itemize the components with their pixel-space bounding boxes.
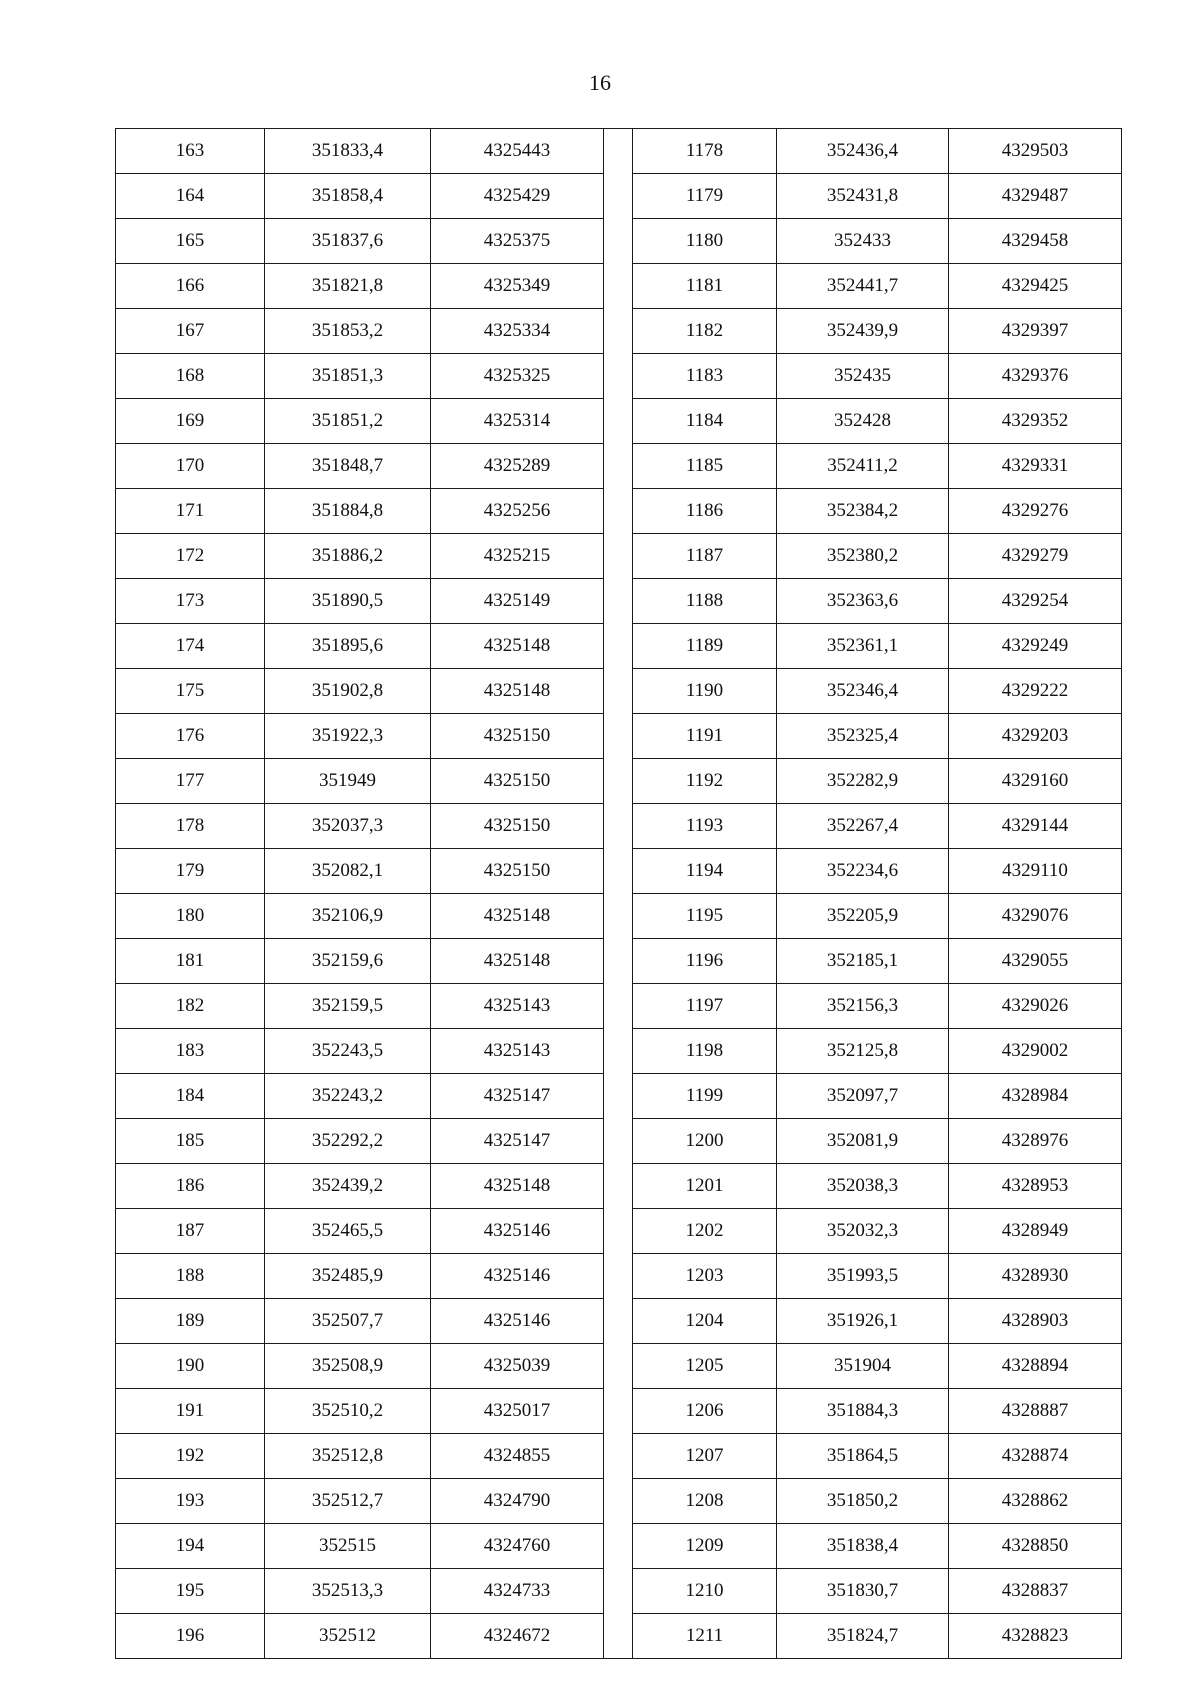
right-x-coordinate-cell: 351904 (777, 1344, 949, 1389)
left-y-coordinate-cell: 4325146 (431, 1299, 604, 1344)
left-y-coordinate-cell: 4325256 (431, 489, 604, 534)
left-x-coordinate-cell: 352507,7 (265, 1299, 431, 1344)
right-point-number-cell: 1196 (633, 939, 777, 984)
left-y-coordinate-cell: 4325150 (431, 714, 604, 759)
left-point-number-cell: 169 (116, 399, 265, 444)
right-x-coordinate-cell: 351838,4 (777, 1524, 949, 1569)
right-point-number-cell: 1199 (633, 1074, 777, 1119)
right-x-coordinate-cell: 352185,1 (777, 939, 949, 984)
coordinates-table (115, 128, 1122, 1659)
column-gap (604, 1254, 633, 1299)
column-gap (604, 1479, 633, 1524)
left-point-number-cell: 179 (116, 849, 265, 894)
left-x-coordinate-cell: 351851,2 (265, 399, 431, 444)
right-x-coordinate-cell: 352428 (777, 399, 949, 444)
left-x-coordinate-cell: 351949 (265, 759, 431, 804)
left-y-coordinate-cell: 4324672 (431, 1614, 604, 1659)
left-point-number-cell: 181 (116, 939, 265, 984)
right-point-number-cell: 1195 (633, 894, 777, 939)
right-x-coordinate-cell: 352433 (777, 219, 949, 264)
table-row (116, 804, 1122, 849)
column-gap (604, 804, 633, 849)
right-y-coordinate-cell: 4329397 (949, 309, 1122, 354)
column-gap (604, 399, 633, 444)
left-y-coordinate-cell: 4325349 (431, 264, 604, 309)
right-point-number-cell: 1210 (633, 1569, 777, 1614)
table-row (116, 1614, 1122, 1659)
right-x-coordinate-cell: 352156,3 (777, 984, 949, 1029)
left-x-coordinate-cell: 352159,5 (265, 984, 431, 1029)
column-gap (604, 1389, 633, 1434)
table-row (116, 1434, 1122, 1479)
left-x-coordinate-cell: 351833,4 (265, 129, 431, 174)
right-point-number-cell: 1197 (633, 984, 777, 1029)
right-y-coordinate-cell: 4329276 (949, 489, 1122, 534)
left-point-number-cell: 165 (116, 219, 265, 264)
right-x-coordinate-cell: 352380,2 (777, 534, 949, 579)
left-y-coordinate-cell: 4325325 (431, 354, 604, 399)
right-y-coordinate-cell: 4328894 (949, 1344, 1122, 1389)
right-x-coordinate-cell: 352431,8 (777, 174, 949, 219)
column-gap (604, 264, 633, 309)
right-point-number-cell: 1200 (633, 1119, 777, 1164)
left-y-coordinate-cell: 4324733 (431, 1569, 604, 1614)
table-row (116, 669, 1122, 714)
column-gap (604, 1299, 633, 1344)
right-x-coordinate-cell: 352346,4 (777, 669, 949, 714)
left-y-coordinate-cell: 4325150 (431, 804, 604, 849)
left-x-coordinate-cell: 352292,2 (265, 1119, 431, 1164)
table-row (116, 264, 1122, 309)
right-x-coordinate-cell: 351926,1 (777, 1299, 949, 1344)
left-y-coordinate-cell: 4325149 (431, 579, 604, 624)
right-y-coordinate-cell: 4328949 (949, 1209, 1122, 1254)
column-gap (604, 354, 633, 399)
left-point-number-cell: 170 (116, 444, 265, 489)
right-y-coordinate-cell: 4329503 (949, 129, 1122, 174)
left-x-coordinate-cell: 352510,2 (265, 1389, 431, 1434)
table-row (116, 1299, 1122, 1344)
right-x-coordinate-cell: 352439,9 (777, 309, 949, 354)
right-y-coordinate-cell: 4328850 (949, 1524, 1122, 1569)
right-y-coordinate-cell: 4328837 (949, 1569, 1122, 1614)
left-x-coordinate-cell: 351922,3 (265, 714, 431, 759)
left-point-number-cell: 194 (116, 1524, 265, 1569)
left-point-number-cell: 178 (116, 804, 265, 849)
left-point-number-cell: 185 (116, 1119, 265, 1164)
column-gap (604, 1029, 633, 1074)
right-point-number-cell: 1189 (633, 624, 777, 669)
right-y-coordinate-cell: 4329331 (949, 444, 1122, 489)
left-point-number-cell: 193 (116, 1479, 265, 1524)
left-x-coordinate-cell: 352512,8 (265, 1434, 431, 1479)
right-y-coordinate-cell: 4329458 (949, 219, 1122, 264)
right-point-number-cell: 1184 (633, 399, 777, 444)
right-point-number-cell: 1190 (633, 669, 777, 714)
left-x-coordinate-cell: 351848,7 (265, 444, 431, 489)
table-row (116, 354, 1122, 399)
left-x-coordinate-cell: 351858,4 (265, 174, 431, 219)
left-point-number-cell: 175 (116, 669, 265, 714)
right-y-coordinate-cell: 4329055 (949, 939, 1122, 984)
right-y-coordinate-cell: 4328976 (949, 1119, 1122, 1164)
right-point-number-cell: 1205 (633, 1344, 777, 1389)
left-y-coordinate-cell: 4325443 (431, 129, 604, 174)
column-gap (604, 939, 633, 984)
left-y-coordinate-cell: 4325429 (431, 174, 604, 219)
right-point-number-cell: 1183 (633, 354, 777, 399)
right-x-coordinate-cell: 352081,9 (777, 1119, 949, 1164)
left-y-coordinate-cell: 4325146 (431, 1254, 604, 1299)
right-point-number-cell: 1178 (633, 129, 777, 174)
left-x-coordinate-cell: 351886,2 (265, 534, 431, 579)
column-gap (604, 174, 633, 219)
right-y-coordinate-cell: 4329203 (949, 714, 1122, 759)
right-y-coordinate-cell: 4328903 (949, 1299, 1122, 1344)
left-y-coordinate-cell: 4325150 (431, 849, 604, 894)
table-row (116, 1524, 1122, 1569)
left-point-number-cell: 190 (116, 1344, 265, 1389)
right-y-coordinate-cell: 4328953 (949, 1164, 1122, 1209)
right-x-coordinate-cell: 352038,3 (777, 1164, 949, 1209)
left-x-coordinate-cell: 352513,3 (265, 1569, 431, 1614)
column-gap (604, 309, 633, 354)
left-point-number-cell: 184 (116, 1074, 265, 1119)
table-row (116, 1209, 1122, 1254)
right-point-number-cell: 1179 (633, 174, 777, 219)
column-gap (604, 1074, 633, 1119)
right-x-coordinate-cell: 352361,1 (777, 624, 949, 669)
right-x-coordinate-cell: 352097,7 (777, 1074, 949, 1119)
right-y-coordinate-cell: 4328823 (949, 1614, 1122, 1659)
right-y-coordinate-cell: 4328887 (949, 1389, 1122, 1434)
right-y-coordinate-cell: 4329110 (949, 849, 1122, 894)
column-gap (604, 984, 633, 1029)
left-point-number-cell: 195 (116, 1569, 265, 1614)
table-row (116, 984, 1122, 1029)
right-x-coordinate-cell: 352325,4 (777, 714, 949, 759)
left-y-coordinate-cell: 4324790 (431, 1479, 604, 1524)
right-y-coordinate-cell: 4329002 (949, 1029, 1122, 1074)
left-point-number-cell: 192 (116, 1434, 265, 1479)
right-x-coordinate-cell: 352282,9 (777, 759, 949, 804)
left-y-coordinate-cell: 4325334 (431, 309, 604, 354)
left-x-coordinate-cell: 351837,6 (265, 219, 431, 264)
left-point-number-cell: 191 (116, 1389, 265, 1434)
column-gap (604, 444, 633, 489)
left-x-coordinate-cell: 352512 (265, 1614, 431, 1659)
left-x-coordinate-cell: 352512,7 (265, 1479, 431, 1524)
left-y-coordinate-cell: 4325147 (431, 1119, 604, 1164)
column-gap (604, 579, 633, 624)
left-point-number-cell: 177 (116, 759, 265, 804)
left-point-number-cell: 187 (116, 1209, 265, 1254)
right-x-coordinate-cell: 352411,2 (777, 444, 949, 489)
column-gap (604, 849, 633, 894)
right-point-number-cell: 1201 (633, 1164, 777, 1209)
table-row (116, 444, 1122, 489)
right-y-coordinate-cell: 4328984 (949, 1074, 1122, 1119)
left-y-coordinate-cell: 4325039 (431, 1344, 604, 1389)
right-x-coordinate-cell: 351850,2 (777, 1479, 949, 1524)
left-x-coordinate-cell: 352508,9 (265, 1344, 431, 1389)
left-point-number-cell: 189 (116, 1299, 265, 1344)
right-y-coordinate-cell: 4329352 (949, 399, 1122, 444)
right-y-coordinate-cell: 4329487 (949, 174, 1122, 219)
right-x-coordinate-cell: 351993,5 (777, 1254, 949, 1299)
right-point-number-cell: 1191 (633, 714, 777, 759)
column-gap (604, 624, 633, 669)
table-body (116, 129, 1122, 1659)
left-y-coordinate-cell: 4325148 (431, 669, 604, 714)
right-y-coordinate-cell: 4328930 (949, 1254, 1122, 1299)
right-x-coordinate-cell: 352234,6 (777, 849, 949, 894)
right-point-number-cell: 1203 (633, 1254, 777, 1299)
right-y-coordinate-cell: 4329144 (949, 804, 1122, 849)
table-row (116, 894, 1122, 939)
column-gap (604, 1434, 633, 1479)
table-row (116, 714, 1122, 759)
table-row (116, 174, 1122, 219)
left-point-number-cell: 163 (116, 129, 265, 174)
right-x-coordinate-cell: 351884,3 (777, 1389, 949, 1434)
left-point-number-cell: 173 (116, 579, 265, 624)
left-x-coordinate-cell: 352515 (265, 1524, 431, 1569)
left-point-number-cell: 164 (116, 174, 265, 219)
column-gap (604, 759, 633, 804)
left-y-coordinate-cell: 4325143 (431, 984, 604, 1029)
column-gap (604, 1344, 633, 1389)
left-x-coordinate-cell: 351851,3 (265, 354, 431, 399)
left-y-coordinate-cell: 4325148 (431, 894, 604, 939)
right-point-number-cell: 1187 (633, 534, 777, 579)
left-y-coordinate-cell: 4325215 (431, 534, 604, 579)
table-row (116, 219, 1122, 264)
right-x-coordinate-cell: 351864,5 (777, 1434, 949, 1479)
left-point-number-cell: 188 (116, 1254, 265, 1299)
left-y-coordinate-cell: 4325148 (431, 624, 604, 669)
table-row (116, 1569, 1122, 1614)
left-y-coordinate-cell: 4325314 (431, 399, 604, 444)
table-row (116, 399, 1122, 444)
right-point-number-cell: 1198 (633, 1029, 777, 1074)
left-y-coordinate-cell: 4325146 (431, 1209, 604, 1254)
right-point-number-cell: 1188 (633, 579, 777, 624)
right-point-number-cell: 1181 (633, 264, 777, 309)
left-point-number-cell: 180 (116, 894, 265, 939)
right-y-coordinate-cell: 4329160 (949, 759, 1122, 804)
table-row (116, 309, 1122, 354)
left-x-coordinate-cell: 352037,3 (265, 804, 431, 849)
column-gap (604, 489, 633, 534)
left-point-number-cell: 186 (116, 1164, 265, 1209)
left-x-coordinate-cell: 352106,9 (265, 894, 431, 939)
left-x-coordinate-cell: 352159,6 (265, 939, 431, 984)
right-point-number-cell: 1194 (633, 849, 777, 894)
table-row (116, 1074, 1122, 1119)
left-y-coordinate-cell: 4325017 (431, 1389, 604, 1434)
right-point-number-cell: 1193 (633, 804, 777, 849)
left-y-coordinate-cell: 4325148 (431, 939, 604, 984)
left-y-coordinate-cell: 4325150 (431, 759, 604, 804)
right-point-number-cell: 1202 (633, 1209, 777, 1254)
column-gap (604, 1209, 633, 1254)
table-row (116, 849, 1122, 894)
left-y-coordinate-cell: 4325143 (431, 1029, 604, 1074)
left-point-number-cell: 182 (116, 984, 265, 1029)
table-row (116, 1119, 1122, 1164)
column-gap (604, 1614, 633, 1659)
right-x-coordinate-cell: 352363,6 (777, 579, 949, 624)
column-gap (604, 1164, 633, 1209)
right-x-coordinate-cell: 352267,4 (777, 804, 949, 849)
right-y-coordinate-cell: 4329026 (949, 984, 1122, 1029)
column-gap (604, 894, 633, 939)
right-point-number-cell: 1180 (633, 219, 777, 264)
left-point-number-cell: 176 (116, 714, 265, 759)
left-x-coordinate-cell: 352082,1 (265, 849, 431, 894)
column-gap (604, 219, 633, 264)
right-x-coordinate-cell: 351824,7 (777, 1614, 949, 1659)
table-row (116, 129, 1122, 174)
right-point-number-cell: 1211 (633, 1614, 777, 1659)
right-point-number-cell: 1208 (633, 1479, 777, 1524)
table-row (116, 534, 1122, 579)
left-x-coordinate-cell: 351890,5 (265, 579, 431, 624)
column-gap (604, 534, 633, 579)
right-point-number-cell: 1206 (633, 1389, 777, 1434)
left-y-coordinate-cell: 4324760 (431, 1524, 604, 1569)
left-point-number-cell: 196 (116, 1614, 265, 1659)
right-y-coordinate-cell: 4329254 (949, 579, 1122, 624)
right-y-coordinate-cell: 4328874 (949, 1434, 1122, 1479)
right-point-number-cell: 1182 (633, 309, 777, 354)
right-point-number-cell: 1207 (633, 1434, 777, 1479)
right-x-coordinate-cell: 352435 (777, 354, 949, 399)
left-x-coordinate-cell: 351821,8 (265, 264, 431, 309)
column-gap (604, 714, 633, 759)
left-x-coordinate-cell: 351902,8 (265, 669, 431, 714)
column-gap (604, 129, 633, 174)
table-row (116, 1479, 1122, 1524)
table-row (116, 1029, 1122, 1074)
table-row (116, 489, 1122, 534)
left-point-number-cell: 172 (116, 534, 265, 579)
right-x-coordinate-cell: 352125,8 (777, 1029, 949, 1074)
left-point-number-cell: 174 (116, 624, 265, 669)
left-x-coordinate-cell: 352439,2 (265, 1164, 431, 1209)
table-row (116, 1389, 1122, 1434)
right-y-coordinate-cell: 4329076 (949, 894, 1122, 939)
right-x-coordinate-cell: 352436,4 (777, 129, 949, 174)
right-point-number-cell: 1185 (633, 444, 777, 489)
left-x-coordinate-cell: 352465,5 (265, 1209, 431, 1254)
left-x-coordinate-cell: 351884,8 (265, 489, 431, 534)
left-x-coordinate-cell: 351853,2 (265, 309, 431, 354)
table-row (116, 579, 1122, 624)
table-row (116, 939, 1122, 984)
left-y-coordinate-cell: 4325375 (431, 219, 604, 264)
left-y-coordinate-cell: 4325147 (431, 1074, 604, 1119)
right-y-coordinate-cell: 4329249 (949, 624, 1122, 669)
column-gap (604, 1524, 633, 1569)
right-x-coordinate-cell: 352441,7 (777, 264, 949, 309)
left-point-number-cell: 171 (116, 489, 265, 534)
left-y-coordinate-cell: 4324855 (431, 1434, 604, 1479)
page-number: 16 (589, 70, 611, 95)
right-point-number-cell: 1209 (633, 1524, 777, 1569)
right-x-coordinate-cell: 351830,7 (777, 1569, 949, 1614)
left-x-coordinate-cell: 351895,6 (265, 624, 431, 669)
right-y-coordinate-cell: 4329279 (949, 534, 1122, 579)
right-x-coordinate-cell: 352205,9 (777, 894, 949, 939)
left-x-coordinate-cell: 352243,2 (265, 1074, 431, 1119)
right-y-coordinate-cell: 4328862 (949, 1479, 1122, 1524)
left-y-coordinate-cell: 4325289 (431, 444, 604, 489)
right-point-number-cell: 1192 (633, 759, 777, 804)
table-row (116, 1254, 1122, 1299)
left-x-coordinate-cell: 352243,5 (265, 1029, 431, 1074)
right-y-coordinate-cell: 4329376 (949, 354, 1122, 399)
column-gap (604, 1569, 633, 1614)
column-gap (604, 1119, 633, 1164)
table-row (116, 1164, 1122, 1209)
left-x-coordinate-cell: 352485,9 (265, 1254, 431, 1299)
column-gap (604, 669, 633, 714)
table-row (116, 624, 1122, 669)
right-y-coordinate-cell: 4329425 (949, 264, 1122, 309)
right-x-coordinate-cell: 352032,3 (777, 1209, 949, 1254)
left-point-number-cell: 166 (116, 264, 265, 309)
table-row (116, 759, 1122, 804)
right-x-coordinate-cell: 352384,2 (777, 489, 949, 534)
left-point-number-cell: 183 (116, 1029, 265, 1074)
right-point-number-cell: 1186 (633, 489, 777, 534)
left-y-coordinate-cell: 4325148 (431, 1164, 604, 1209)
left-point-number-cell: 167 (116, 309, 265, 354)
table-row (116, 1344, 1122, 1389)
right-point-number-cell: 1204 (633, 1299, 777, 1344)
right-y-coordinate-cell: 4329222 (949, 669, 1122, 714)
left-point-number-cell: 168 (116, 354, 265, 399)
